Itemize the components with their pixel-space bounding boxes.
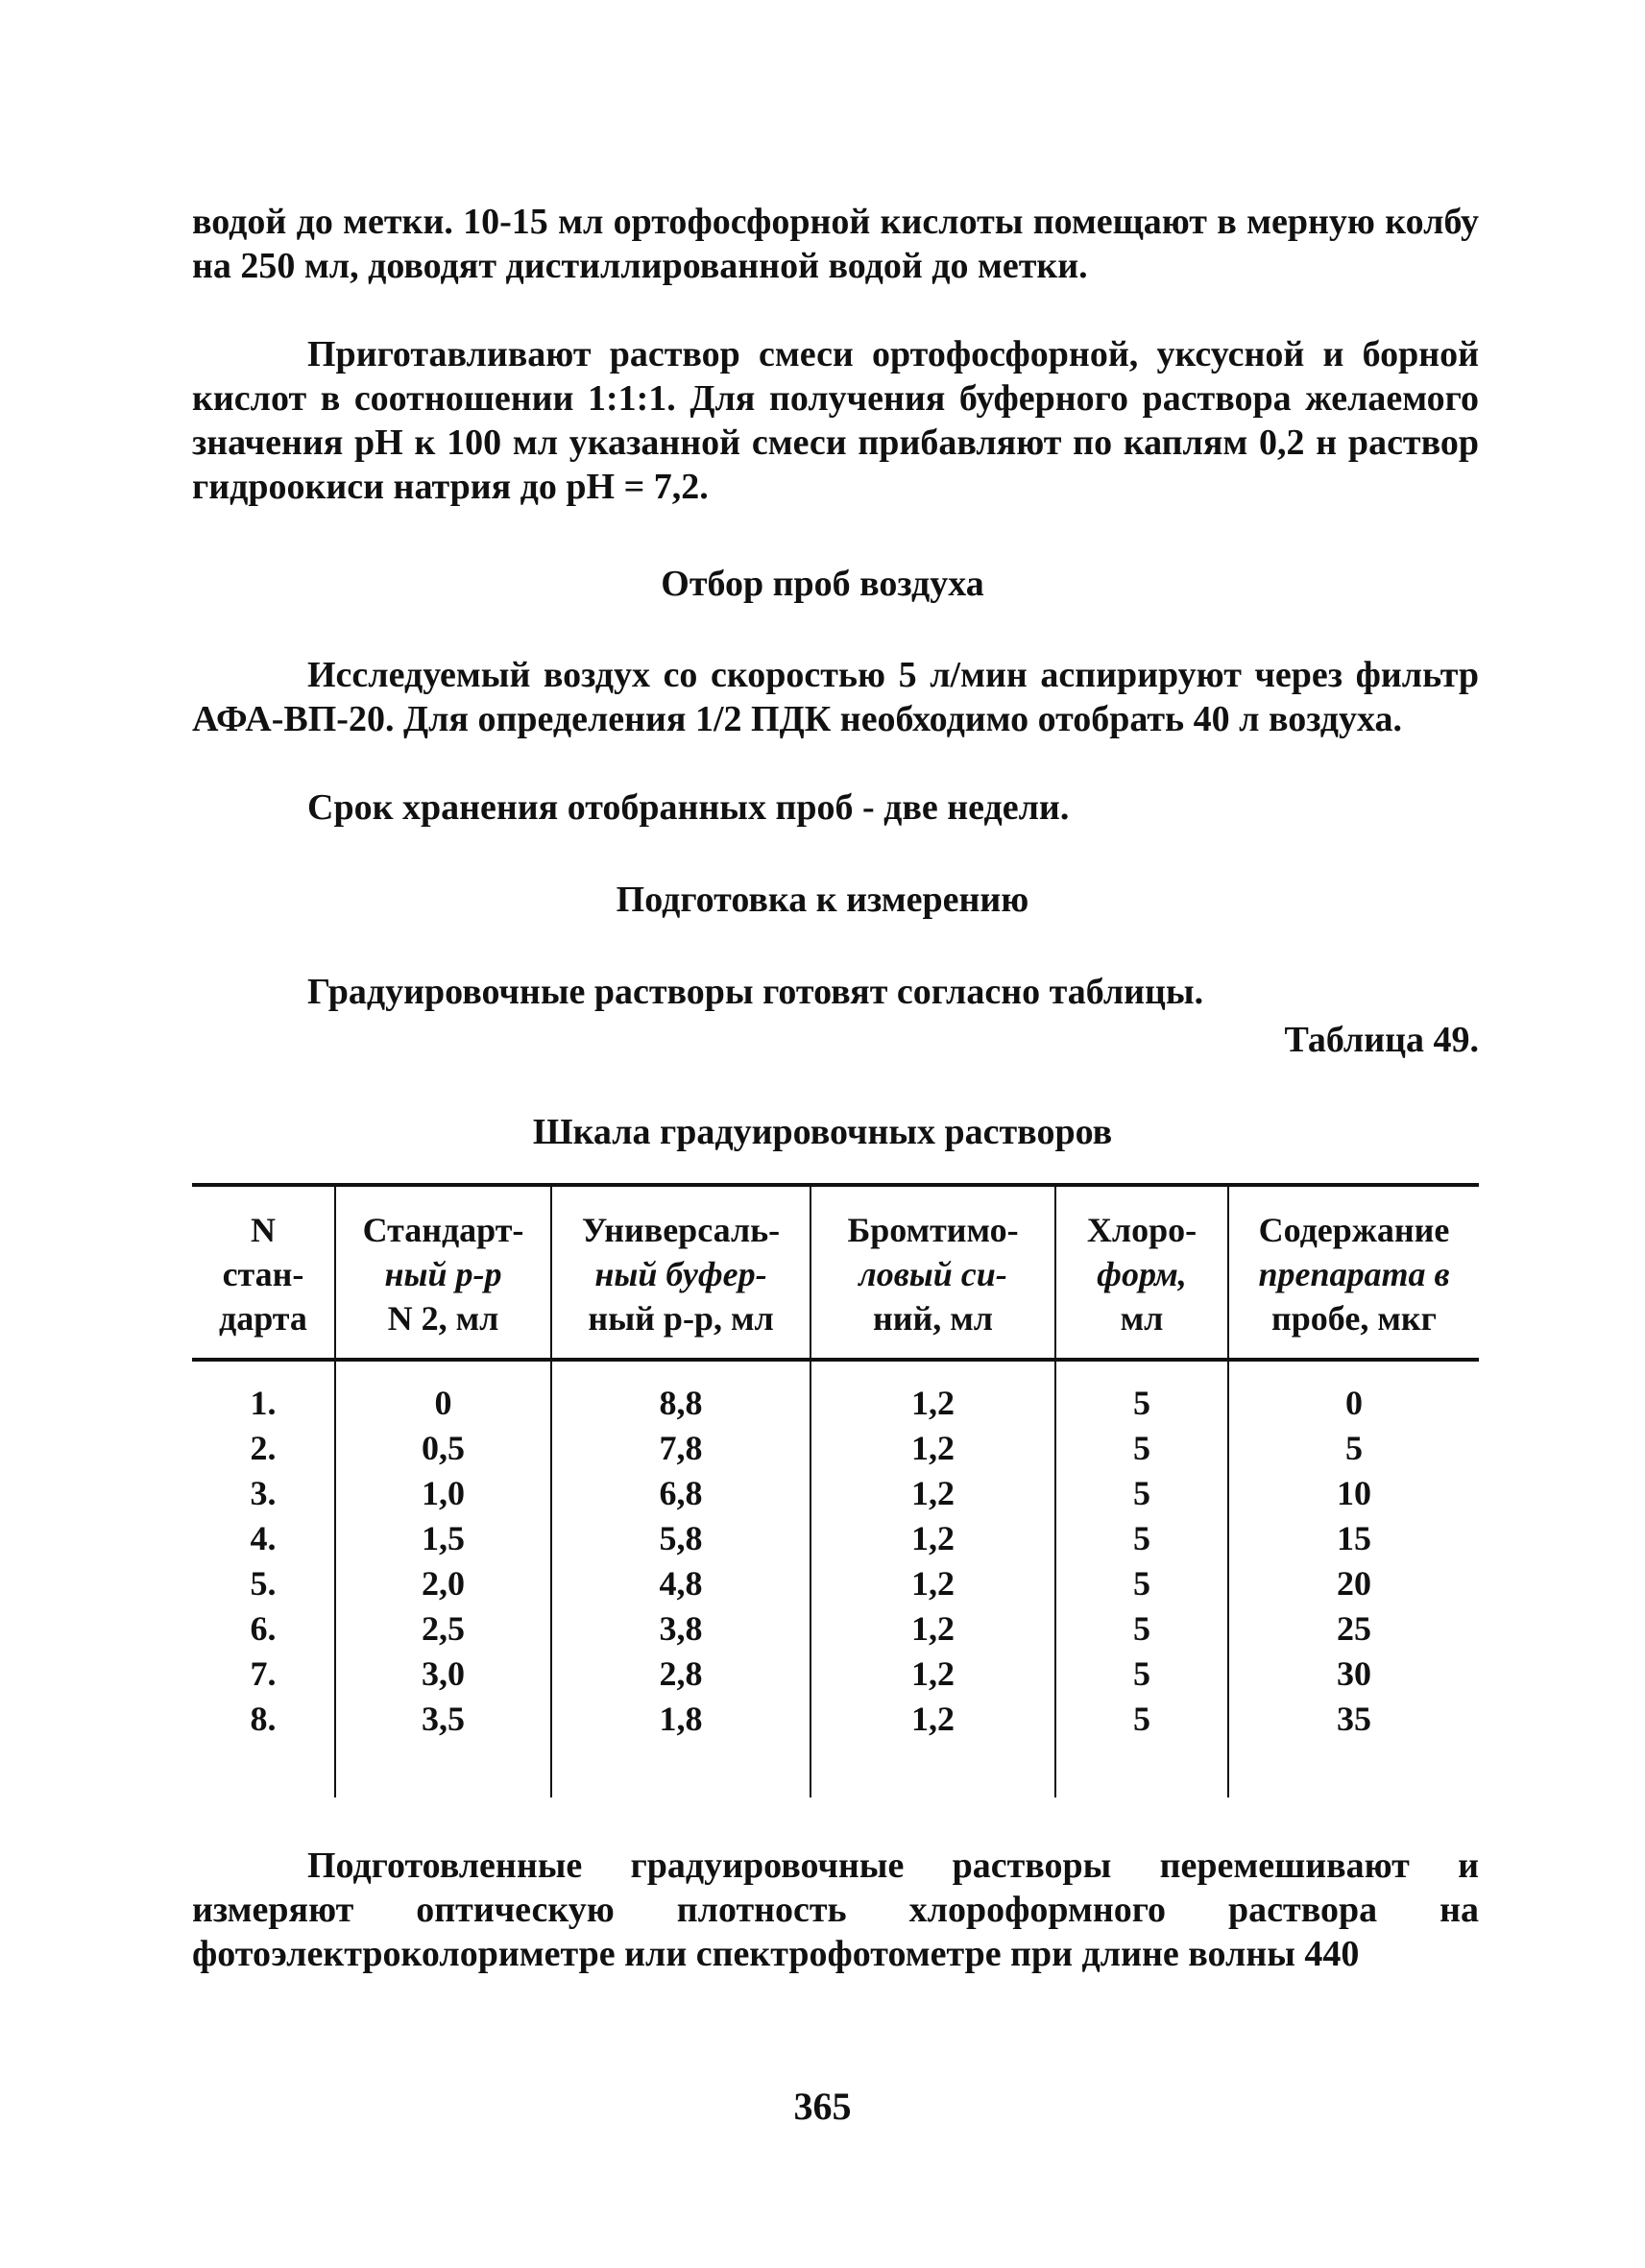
paragraph-water-to-mark: водой до метки. 10-15 мл ортофосфорной кислоты помещают в мерную колбу на 250 мл, доводят дистиллированной водой до метки. (192, 202, 1479, 286)
paragraph-calibration-solutions: Градуировочные растворы готовят согласно таблицы. (307, 972, 1204, 1012)
header-standard-number: N стан- дарта (192, 1185, 335, 1360)
table-row: 2. 0,5 7,8 1,2 5 5 (192, 1426, 1479, 1471)
header-chloroform: Хлоро- форм, мл (1055, 1185, 1228, 1360)
header-preparation-content: Содержание препарата в пробе, мкг (1228, 1185, 1479, 1360)
table-row: 3. 1,0 6,8 1,2 5 10 (192, 1471, 1479, 1516)
heading-measurement-preparation: Подготовка к измерению (616, 880, 1029, 920)
table-row: 8. 3,5 1,8 1,2 5 35 (192, 1697, 1479, 1742)
paragraph-air-aspiration: Исследуемый воздух со скоростью 5 л/мин аспирируют через фильтр АФА-ВП-20. Для определения 1/2 ПДК необходимо отобрать 40 л воздуха. (192, 655, 1479, 739)
header-standard-solution: Стандарт- ный р-р N 2, мл (335, 1185, 551, 1360)
heading-air-sampling: Отбор проб воздуха (661, 564, 984, 604)
table-row: 7. 3,0 2,8 1,2 5 30 (192, 1652, 1479, 1697)
calibration-scale-table (192, 1183, 1479, 1798)
paragraph-storage-term: Срок хранения отобранных проб - две недели. (307, 787, 1070, 828)
table-header-row (192, 1185, 1479, 1360)
header-bromothymol-blue: Бромтимо- ловый си- ний, мл (810, 1185, 1055, 1360)
header-universal-buffer: Универсаль- ный буфер- ный р-р, мл (551, 1185, 810, 1360)
table-row: 4. 1,5 5,8 1,2 5 15 (192, 1516, 1479, 1561)
table-title: Шкала градуировочных растворов (532, 1112, 1113, 1152)
paragraph-optical-density: Подготовленные градуировочные растворы перемешивают и измеряют оптическую плотность хлороформного раствора на фотоэлектроколориметре или спектрофотометре при длине волны 440 (192, 1846, 1479, 1974)
table-number-label: Таблица 49. (1284, 1020, 1479, 1060)
table-row: 5. 2,0 4,8 1,2 5 20 (192, 1561, 1479, 1606)
paragraph-buffer-preparation: Приготавливают раствор смеси ортофосфорной, уксусной и борной кислот в соотношении 1:1:1. Для получения буферного раствора желаемого значения pH к 100 мл указанной смеси прибавляют по каплям 0,2 н раствор гидроокиси натрия до pH = 7,2. (192, 334, 1479, 507)
table-spacer-row (192, 1742, 1479, 1798)
page-number: 365 (793, 2085, 852, 2128)
table-row: 6. 2,5 3,8 1,2 5 25 (192, 1606, 1479, 1652)
table-row: 1. 0 8,8 1,2 5 0 (192, 1360, 1479, 1426)
